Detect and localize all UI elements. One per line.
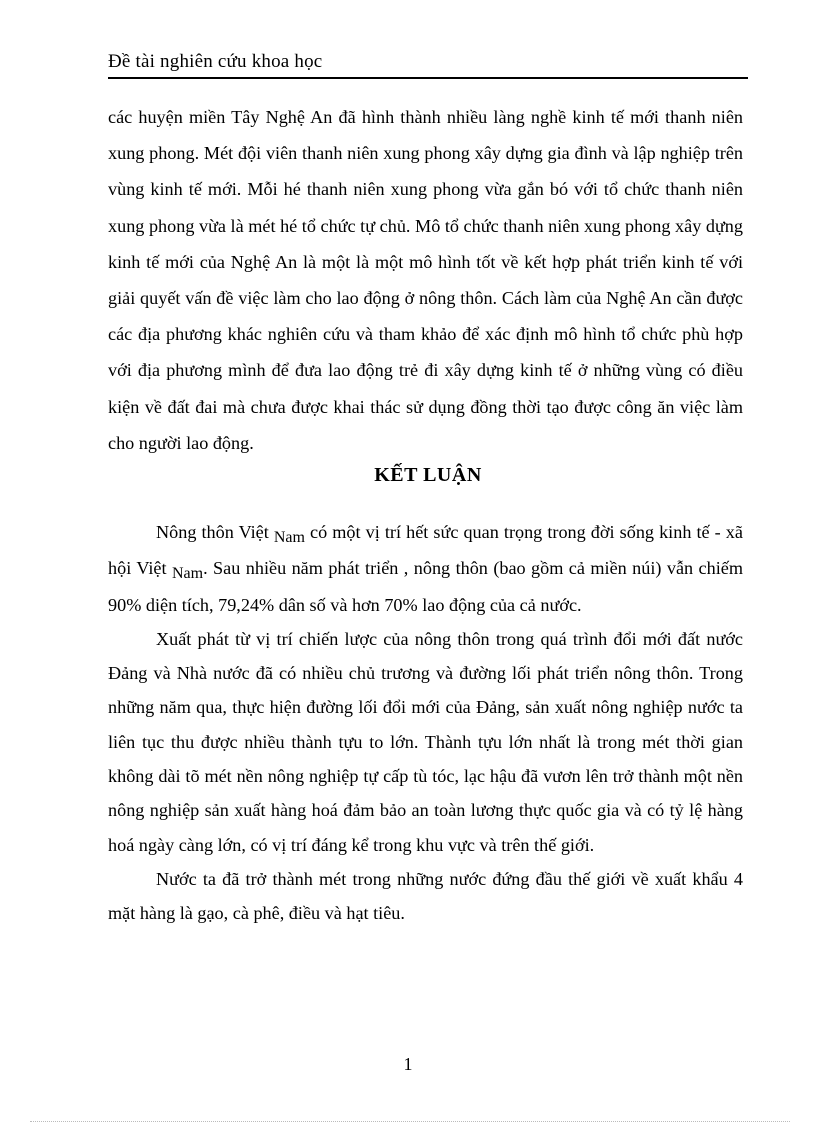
text-run-small: Nam: [171, 565, 204, 583]
conclusion-heading: KẾT LUẬN: [374, 464, 482, 486]
page-bottom-divider: [30, 1121, 790, 1122]
text-run-small: Nam: [273, 529, 305, 546]
text-run: Nông thôn Việt: [156, 522, 274, 542]
conclusion-paragraph-3: Nước ta đã trở thành mét trong những nước đứng đầu thế giới về xuất khẩu 4 mặt hàng là gạo, cà phê, điều và hạt tiêu.: [108, 868, 743, 924]
text-run: có một vị trí hết sức quan trọng trong đời sống kinh tế - xã hội Việt: [108, 522, 743, 579]
text-run: . Sau nhiều năm phát triển , nông thôn (bao gồm cả miền núi) vẫn chiếm 90% diện tích, 79,24% dân số và hơn 70% lao động của cả nước.: [108, 558, 743, 615]
paragraph-intro: các huyện miền Tây Nghệ An đã hình thành nhiều làng nghề kinh tế mới thanh niên xung phong. Mét đội viên thanh niên xung phong xây dựng gia đình và lập nghiệp trên vùng kinh tế mới. Mỗi hé thanh niên xung phong vừa gắn bó với tổ chức thanh niên xung phong vừa là mét hé tổ chức tự chủ. Mô tổ chức thanh niên xung phong xây dựng kinh tế mới của Nghệ An là một là một mô hình tốt về kết hợp phát triển kinh tế với giải quyết vấn đề việc làm cho lao động ở nông thôn. Cách làm của Nghệ An cần được các địa phương khác nghiên cứu và tham khảo để xác định mô hình tổ chức phù hợp với địa phương mình để đưa lao động trẻ đi xây dựng kinh tế ở những vùng có điều kiện về đất đai mà chưa được khai thác sử dụng đồng thời tạo được công ăn việc làm cho người lao động.: [108, 107, 743, 453]
conclusion-paragraph-1: [108, 515, 743, 622]
conclusion-paragraph-2: Xuất phát từ vị trí chiến lược của nông thôn trong quá trình đổi mới đất nước Đảng và Nhà nước đã có nhiều chủ trương và đường lối phát triển nông thôn. Trong những năm qua, thực hiện đường lối đổi mới của Đảng, sản xuất nông nghiệp nước ta liên tục thu được nhiều thành tựu to lớn. Thành tựu lớn nhất là trong mét thời gian không dài tõ mét nền nông nghiệp tự cấp tù tóc, lạc hậu đã vươn lên trở thành một nền nông nghiệp sản xuất hàng hoá đảm bảo an toàn lương thực quốc gia và có tỷ lệ hàng hoá ngày càng lớn, có vị trí đáng kể trong khu vực và trên thế giới.: [108, 628, 743, 855]
conclusion-body: [108, 515, 743, 931]
page-number: 1: [403, 1054, 413, 1074]
running-header: Đề tài nghiên cứu khoa học: [108, 50, 748, 79]
body-section-1: [108, 99, 743, 461]
